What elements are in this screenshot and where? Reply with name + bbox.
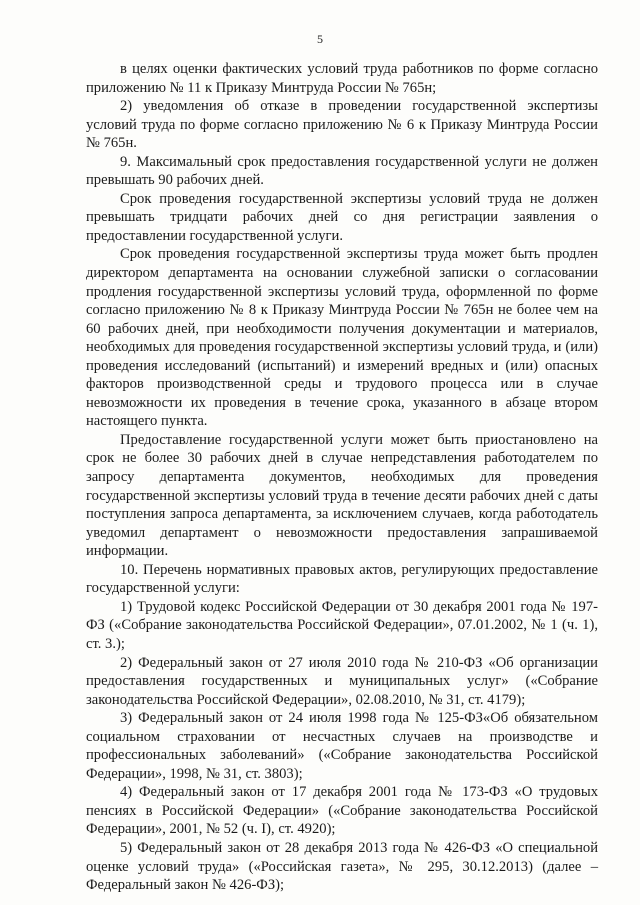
paragraph: 2) Федеральный закон от 27 июля 2010 года № 210-ФЗ «Об организации предоставления государственных и муниципальных услуг» («Собрание законодательства Российской Федерации», 02.08.2010, № 31, ст. 4179); bbox=[86, 654, 598, 708]
paragraph: 10. Перечень нормативных правовых актов, регулирующих предоставление государственной услуги: bbox=[86, 561, 598, 597]
paragraph: 5) Федеральный закон от 28 декабря 2013 года № 426-ФЗ «О специальной оценке условий труда» («Российская газета», № 295, 30.12.2013) (далее – Федеральный закон № 426-ФЗ); bbox=[86, 839, 598, 894]
page-number: 5 bbox=[317, 32, 323, 46]
paragraph: Срок проведения государственной экспертизы труда может быть продлен директором департамента на основании служебной записки о согласовании продления государственной экспертизы условий труда, оформленной по форме согласно приложению № 8 к Приказу Минтруда России № 765н не более чем на 60 рабочих дней, при необходимости получения документации и материалов, необходимых для проведения государственной экспертизы условий труда, и (или) проведения исследований (испытаний) и измерений вредных и (или) опасных факторов производственной среды и трудового процесса или в случае невозможности их проведения в течение срока, указанного в абзаце втором настоящего пункта. bbox=[86, 246, 598, 430]
paragraph: 1) Трудовой кодекс Российской Федерации от 30 декабря 2001 года № 197-ФЗ («Собрание законодательства Российской Федерации», 07.01.2002, № 1 (ч. 1), ст. 3.); bbox=[86, 598, 598, 652]
document-body bbox=[86, 60, 598, 895]
paragraph: 4) Федеральный закон от 17 декабря 2001 года № 173-ФЗ «О трудовых пенсиях в Российской Федерации» («Собрание законодательства Российской Федерации», 2001, № 52 (ч. I), ст. 4920); bbox=[86, 784, 598, 838]
paragraph: 2) уведомления об отказе в проведении государственной экспертизы условий труда по форме согласно приложению № 6 к Приказу Минтруда России № 765н. bbox=[86, 98, 598, 152]
paragraph: Срок проведения государственной экспертизы условий труда не должен превышать тридцати рабочих дней со дня регистрации заявления о предоставлении государственной услуги. bbox=[86, 190, 598, 244]
paragraph: Предоставление государственной услуги может быть приостановлено на срок не более 30 рабочих дней в случае непредставления работодателем по запросу департамента документов, необходимых для проведения государственной экспертизы условий труда в течение десяти рабочих дней с даты поступления запроса департамента, за исключением случаев, когда работодатель уведомил департамент о невозможности предоставления запрашиваемой информации. bbox=[86, 431, 598, 560]
paragraph: 9. Максимальный срок предоставления государственной услуги не должен превышать 90 рабочих дней. bbox=[86, 153, 598, 189]
paragraph: 3) Федеральный закон от 24 июля 1998 года № 125-ФЗ«Об обязательном социальном страховании от несчастных случаев на производстве и профессиональных заболеваний» («Собрание законодательства Российской Федерации», 1998, № 31, ст. 3803); bbox=[86, 710, 598, 782]
paragraph: в целях оценки фактических условий труда работников по форме согласно приложению № 11 к Приказу Минтруда России № 765н; bbox=[86, 61, 598, 96]
